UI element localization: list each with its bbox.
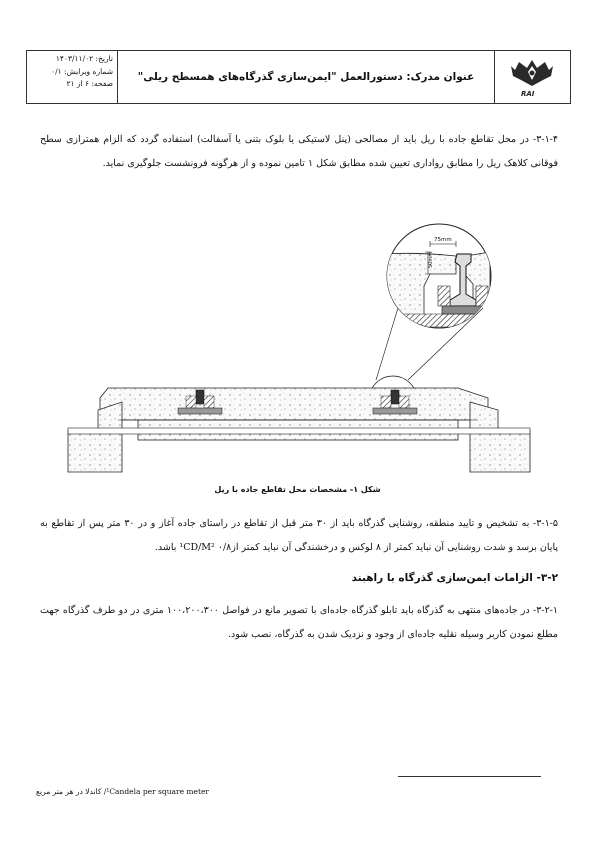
document-title: عنوان مدرک: دستورالعمل "ایمن‌سازی گذرگاه‌های همسطح ریلی" bbox=[137, 71, 475, 83]
detail-magnified-view bbox=[383, 224, 498, 328]
footnote-divider bbox=[398, 776, 541, 777]
paragraph-3-2-1: ۳-۲-۱- در جاده‌های منتهی به گذرگاه باید تابلو گذرگاه جاده‌ای با تصویر مانع در فواصل ۱۰۰،۲۰۰،۳۰۰ متری در دو طرف گذرگاه جهت مطلع نمودن کاربر وسیله نقلیه جاده‌ای از وجود و نزدیک شدن به گذرگاه، نصب شود. bbox=[40, 605, 558, 640]
revision-label: شماره ویرایش: ۰/۱ bbox=[51, 66, 113, 76]
page-number: صفحه: ۶ از ۲۱ bbox=[66, 79, 113, 88]
dimension-depth-label: 50mm bbox=[428, 251, 434, 268]
paragraph-3-1-4: ۳-۱-۴- در محل تقاطع جاده با ریل باید از مصالحی (پنل لاستیکی یا بلوک بتنی یا آسفالت) استفاده گردد که الزام همترازی سطح فوقانی کلاهک ریل را مطابق رواداری تعیین شده مطابق شکل ۱ تامین نموده و از هرگونه فرونشست جلوگیری نماید. bbox=[40, 134, 558, 169]
section-heading-3-2: ۳-۲- الزامات ایمن‌سازی گذرگاه با راهبند bbox=[351, 572, 558, 584]
document-header bbox=[26, 50, 571, 104]
rai-emblem-icon bbox=[507, 56, 557, 88]
footnote: ¹Candela per square meter/ کاندلا در هر متر مربع bbox=[36, 787, 210, 796]
date-label: تاریخ: ۱۴۰۳/۱۱/۰۲ bbox=[55, 54, 113, 63]
dimension-width-label: 75mm bbox=[434, 237, 452, 243]
road-rail-crossing-figure bbox=[58, 212, 540, 474]
paragraph-3-1-5: ۳-۱-۵- به تشخیص و تایید منطقه، روشنایی گذرگاه باید از ۳۰ متر قبل از تقاطع در راستای جاده آغاز و در ۳۰ متر پس از تقاطع به پایان برسد و شدت روشنایی آن نباید کمتر از ۸ لوکس و درخشندگی آن نباید کمتر از¹CD/M² ۰/۸ باشد. bbox=[40, 518, 558, 553]
logo-text: RAI bbox=[521, 90, 535, 98]
figure-caption: شکل ۱- مشخصات محل تقاطع جاده با ریل bbox=[214, 485, 381, 494]
company-logo bbox=[494, 51, 570, 103]
crossing-cross-section bbox=[68, 376, 530, 472]
document-meta bbox=[27, 51, 118, 103]
